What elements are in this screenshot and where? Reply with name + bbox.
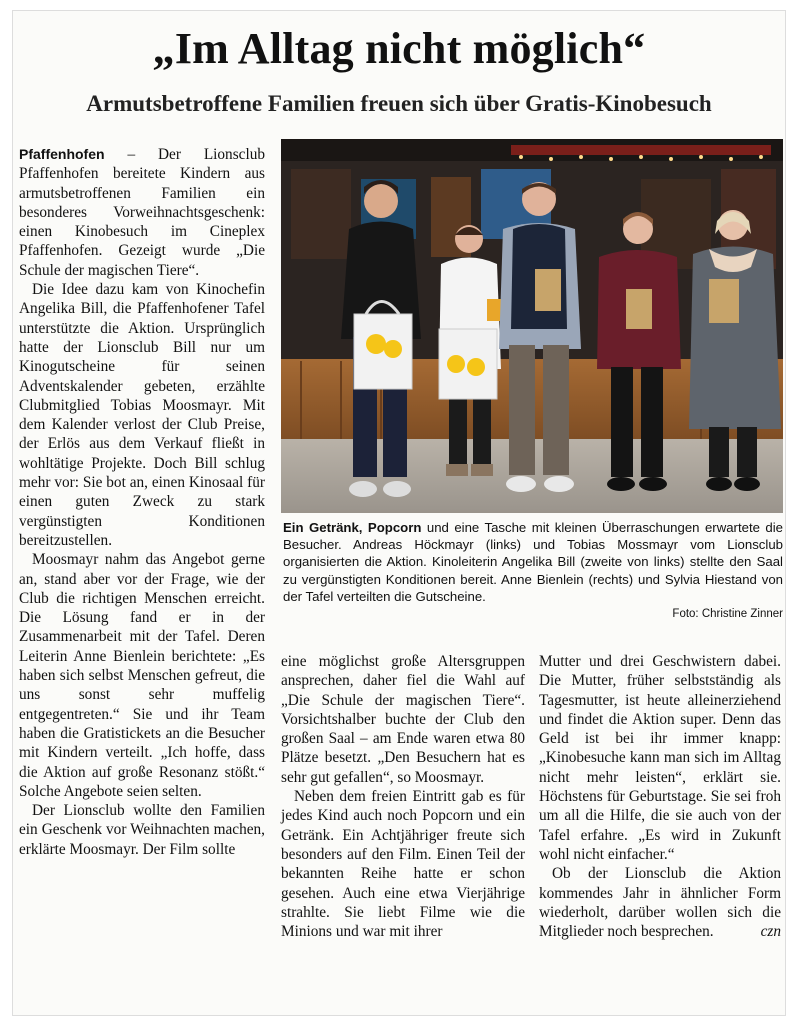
article-column-2 [281,652,525,941]
paragraph-2: Die Idee dazu kam von Kinochefin Angelika Bill, die Pfaffenhofener Tafel unterstützte die Aktion. Ursprünglich hatte der Lionsclub Bill nur um Kinogutscheine für seinen Adventskalender gebeten, erzählte Clubmitglied Tobias Moosmayr. Mit dem Kalender verlost der Club Preise, der Erlös aus dem Verkauf fließt in wohltätige Projekte. Doch Bill schlug mehr vor: Sie bot an, einen Kinosaal für einen guten Zweck zu stark vergünstigten Konditionen bereitzustellen. [19,281,265,549]
newspaper-page [12,10,786,1016]
article-photo [281,139,783,513]
article-column-3 [539,652,781,941]
author-signature: czn [760,923,781,941]
paragraph-8-text: Ob der Lionsclub die Aktion kommendes Jahr in ähnlicher Form wiederholt, darüber wollen sich die Mitglieder noch besprechen. [539,865,781,941]
paragraph-1-text: – Der Lionsclub Pfaffenhofen bereitete Kindern aus armutsbetroffenen Familien ein besonderes Vorweihnachtsgeschenk: einen Kinobesuch im Cineplex Pfaffenhofen. Gezeigt wurde „Die Schule der magischen Tiere“. [19,146,265,279]
caption-text: und eine Tasche mit kleinen Überraschungen erwartete die Besucher. Andreas Höckmayr (links) und Tobias Mossmayr vom Lionsclub organisierten die Aktion. Kinoleiterin Angelika Bill (zweite von links) stellte den Saal zu vergünstigten Konditionen bereit. Anne Bienlein (rechts) und Sylvia Hiestand von der Tafel verteilten die Gutscheine. [283,520,783,604]
paragraph-8 [539,864,781,941]
paragraph-4: Der Lionsclub wollte den Familien ein Geschenk vor Weihnachten machen, erklärte Moosmayr. Der Film sollte [19,802,265,858]
photo-credit: Foto: Christine Zinner [672,608,783,621]
paragraph-5: eine möglichst große Altersgruppen ansprechen, daher fiel die Wahl auf „Die Schule der magischen Tiere“. Vorsichtshalber buchte der Club den großen Saal – am Ende waren etwa 80 Plätze besetzt. „Den Besuchern hat es sehr gut gefallen“, so Moosmayr. [281,653,525,786]
photo-caption [283,519,783,623]
dateline: Pfaffenhofen [19,146,105,162]
article-column-1 [19,145,265,859]
photo-illustration [281,139,783,513]
paragraph-6: Neben dem freien Eintritt gab es für jedes Kind auch noch Popcorn und ein Getränk. Ein Achtjähriger freute sich besonders auf den Film. Einen Teil der bekannten Reihe hatte er schon gesehen. Auch eine etwa Vierjährige strahlte. Sie liebt Filme wie die Minions und war mit ihrer [281,788,525,941]
paragraph-3: Moosmayr nahm das Angebot gerne an, stand aber vor der Frage, wie der Club die richtigen Menschen erreicht. Die Lösung fand er in der Zusammenarbeit mit der Tafel. Deren Leiterin Anne Bienlein berichtete: „Es haben sich selbst Menschen gefreut, die uns sonst sehr muffelig entgegentreten.“ Sie und ihr Team haben die Gratistickets an die Besucher mit Kindern verteilt. „Ich hoffe, dass die Aktion auf große Resonanz stößt.“ Solche Angebote seien selten. [19,551,265,800]
paragraph-7: Mutter und drei Geschwistern dabei. Die Mutter, früher selbstständig als Tagesmutter, ist heute alleinerziehend und findet die Aktion super. Denn das Geld ist bei ihr immer knapp: „Kinobesuche kann man sich im Alltag nicht mehr leisten“, erklärt sie. Höchstens für Geburtstage. Sie sei froh um all die Hilfe, die sie auch von der Tafel erfahre. „Es wird in Zukunft wohl nicht einfacher.“ [539,653,781,863]
headline: „Im Alltag nicht möglich“ [152,24,646,73]
subheadline: Armutsbetroffene Familien freuen sich über Gratis-Kinobesuch [86,91,712,116]
paragraph-1 [19,145,265,280]
caption-lead: Ein Getränk, Popcorn [283,520,422,535]
